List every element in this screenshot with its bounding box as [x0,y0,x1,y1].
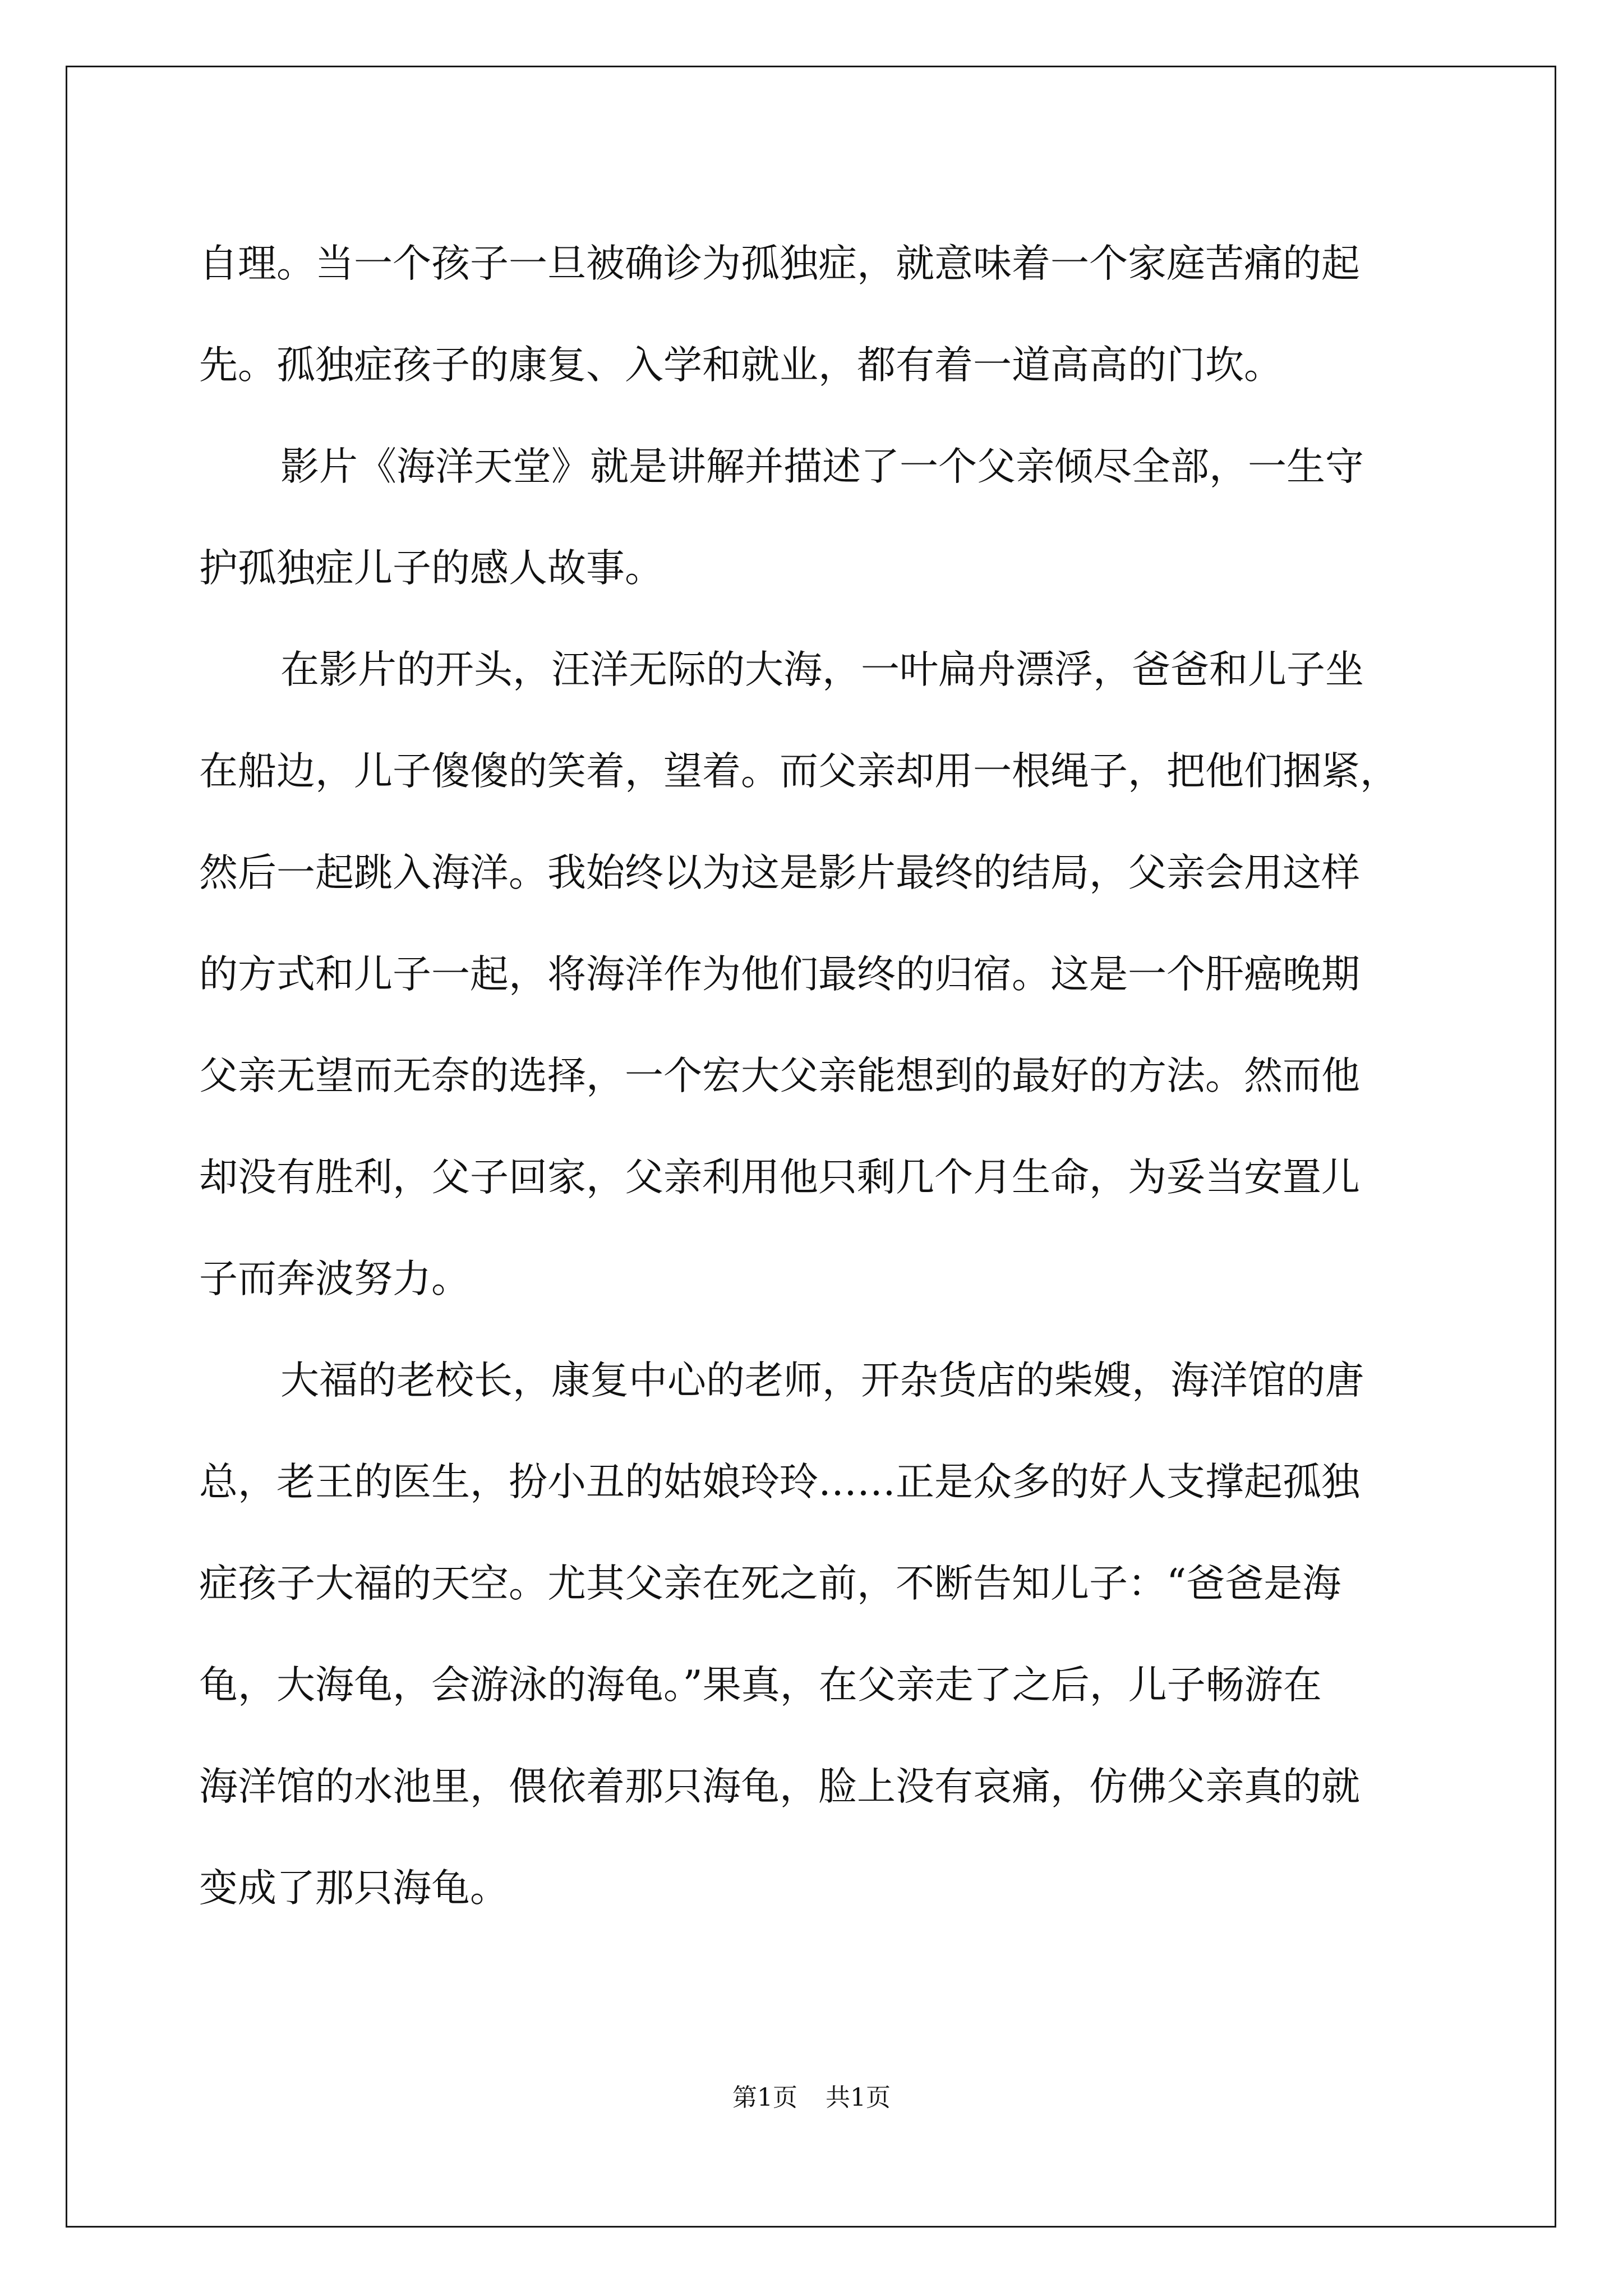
text-line: 在船边，儿子傻傻的笑着，望着。而父亲却用一根绳子，把他们捆紧， [199,749,1399,794]
text-line: 的方式和儿子一起，将海洋作为他们最终的归宿。这是一个肝癌晚期 [199,952,1360,997]
text-line: 变成了那只海龟。 [199,1866,509,1911]
text-line: 症孩子大福的天空。尤其父亲在死之前，不断告知儿子：“爸爸是海 [199,1561,1341,1606]
text-line: 护孤独症儿子的感人故事。 [199,546,663,591]
page-footer [0,2081,1623,2115]
text-line: 海洋馆的水池里，偎依着那只海龟，脸上没有哀痛，仿佛父亲真的就 [199,1764,1360,1809]
text-line: 却没有胜利，父子回家，父亲利用他只剩几个月生命，为妥当安置儿 [199,1155,1360,1200]
text-line: 自理。当一个孩子一旦被确诊为孤独症，就意味着一个家庭苦痛的起 [199,241,1360,286]
document-body [199,213,1427,1939]
text-line: 父亲无望而无奈的选择，一个宏大父亲能想到的最好的方法。然而他 [199,1053,1360,1098]
page-number-current: 第1页 [732,2083,797,2112]
text-line: 龟，大海龟，会游泳的海龟。”果真，在父亲走了之后，儿子畅游在 [199,1663,1322,1708]
text-line: 子而奔波努力。 [199,1257,470,1301]
text-line: 影片《海洋天堂》就是讲解并描述了一个父亲倾尽全部，一生守 [280,444,1364,489]
text-line: 大福的老校长，康复中心的老师，开杂货店的柴嫂，海洋馆的唐 [280,1358,1364,1403]
text-line: 然后一起跳入海洋。我始终以为这是影片最终的结局，父亲会用这样 [199,850,1360,895]
text-line: 先。孤独症孩子的康复、入学和就业，都有着一道高高的门坎。 [199,343,1283,388]
page-number-total: 共1页 [826,2083,891,2112]
text-line: 总，老王的医生，扮小丑的姑娘玲玲……正是众多的好人支撑起孤独 [199,1460,1360,1504]
text-line: 在影片的开头，汪洋无际的大海，一叶扁舟漂浮，爸爸和儿子坐 [280,647,1364,692]
